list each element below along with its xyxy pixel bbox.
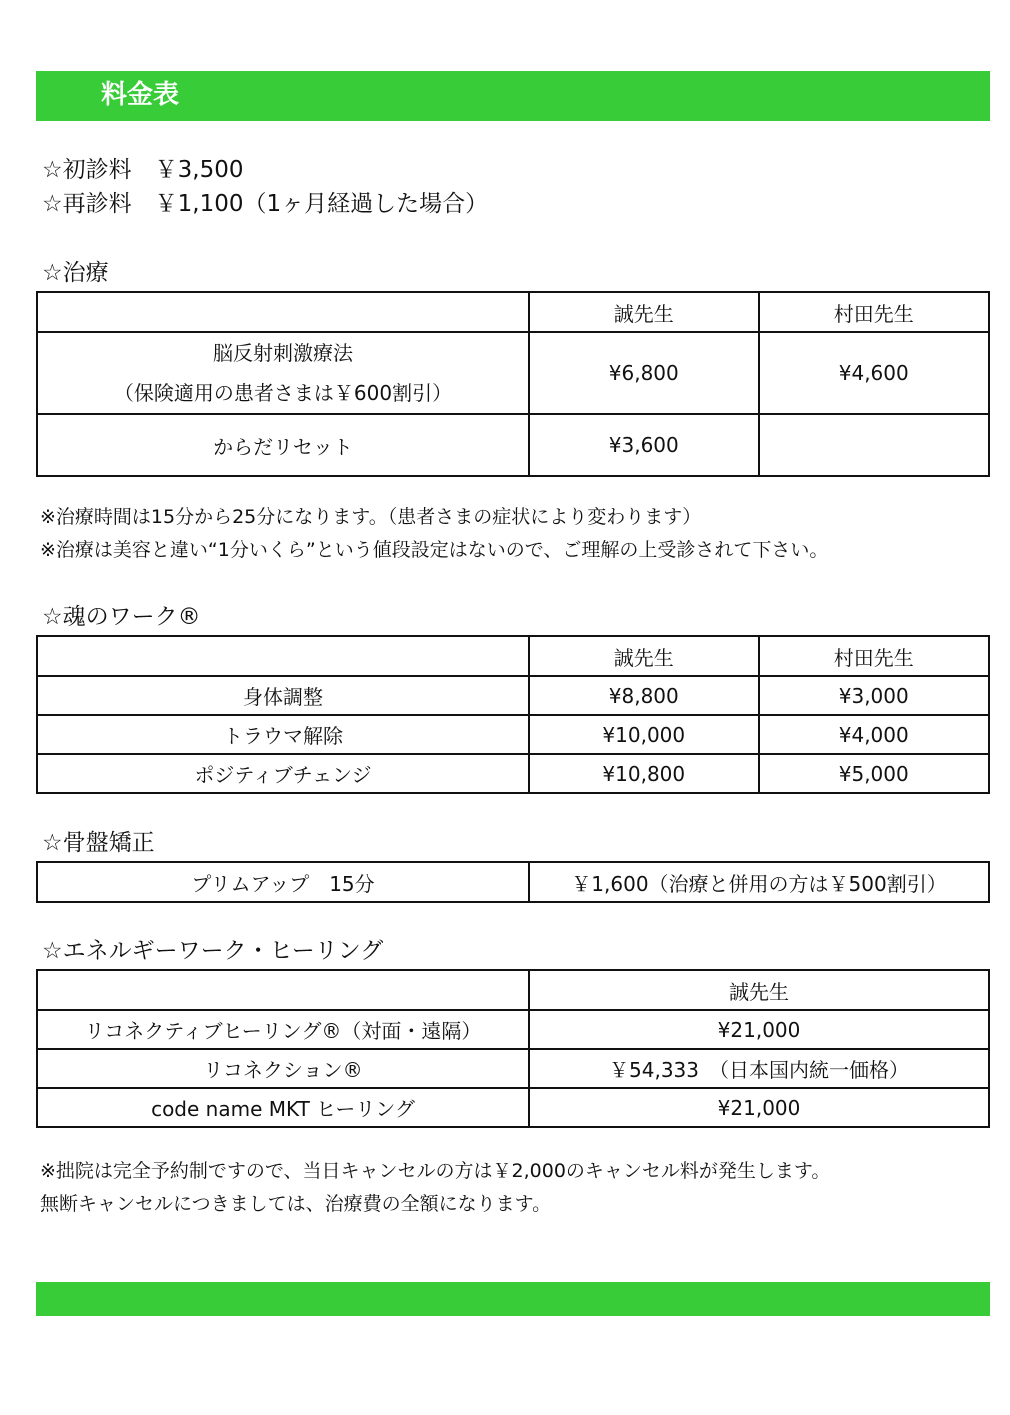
price-murata: ¥4,600 xyxy=(759,332,990,414)
service-name: リコネクティブヒーリング®（対面・遠隔） xyxy=(37,1010,529,1049)
price-makoto: ¥10,800 xyxy=(529,754,758,793)
page-title: 料金表 xyxy=(101,80,180,110)
service-name: リコネクション® xyxy=(37,1049,529,1088)
pelvis-table xyxy=(36,861,990,903)
header-cell-makoto: 誠先生 xyxy=(529,292,758,332)
price-makoto: ¥6,800 xyxy=(529,332,758,414)
table-row xyxy=(37,1088,989,1127)
service-price: ￥1,600（治療と併用の方は￥500割引） xyxy=(529,862,989,902)
revisit-fee: ☆再診料 ￥1,100（1ヶ月経過した場合） xyxy=(42,191,489,217)
service-name: プリムアップ 15分 xyxy=(37,862,529,902)
header-cell-blank xyxy=(37,292,529,332)
header-cell-makoto: 誠先生 xyxy=(529,970,989,1010)
table-row xyxy=(37,754,989,793)
treatment-note: ※治療は美容と違い“1分いくら”という値段設定はないので、ご理解の上受診されて下さい。 xyxy=(40,539,829,561)
soul-work-heading: ☆魂のワーク® xyxy=(42,604,201,630)
treatment-name: からだリセット xyxy=(37,414,529,476)
pelvis-heading: ☆骨盤矯正 xyxy=(42,830,155,856)
table-row xyxy=(37,332,989,414)
treatment-name-cell xyxy=(37,332,529,414)
treatment-subnote: （保険適用の患者さまは￥600割引） xyxy=(113,381,453,405)
treatment-name: 脳反射刺激療法 xyxy=(213,341,354,365)
soul-work-table xyxy=(36,635,990,794)
service-name: トラウマ解除 xyxy=(37,715,529,754)
price-murata: ¥3,000 xyxy=(759,676,990,715)
footer-bar xyxy=(36,1282,990,1316)
initial-fee: ☆初診料 ￥3,500 xyxy=(42,157,244,183)
service-price: ¥21,000 xyxy=(529,1088,989,1127)
table-header-row xyxy=(37,636,989,676)
table-row xyxy=(37,862,989,902)
service-name: code name MKT ヒーリング xyxy=(37,1088,529,1127)
table-header-row xyxy=(37,292,989,332)
header-cell-blank xyxy=(37,636,529,676)
service-price: ¥21,000 xyxy=(529,1010,989,1049)
service-name: 身体調整 xyxy=(37,676,529,715)
header-cell-makoto: 誠先生 xyxy=(529,636,758,676)
service-price: ￥54,333 （日本国内統一価格） xyxy=(529,1049,989,1088)
header-cell-murata: 村田先生 xyxy=(759,636,990,676)
table-row xyxy=(37,676,989,715)
header-cell-murata: 村田先生 xyxy=(759,292,990,332)
header-bar xyxy=(36,71,990,121)
table-header-row xyxy=(37,970,989,1010)
price-makoto: ¥8,800 xyxy=(529,676,758,715)
table-row xyxy=(37,1010,989,1049)
price-murata: ¥4,000 xyxy=(759,715,990,754)
price-murata xyxy=(759,414,990,476)
treatment-heading: ☆治療 xyxy=(42,260,109,286)
service-name: ポジティブチェンジ xyxy=(37,754,529,793)
energy-work-table xyxy=(36,969,990,1128)
table-row xyxy=(37,1049,989,1088)
header-cell-blank xyxy=(37,970,529,1010)
price-makoto: ¥10,000 xyxy=(529,715,758,754)
table-row xyxy=(37,414,989,476)
treatment-note: ※治療時間は15分から25分になります。（患者さまの症状により変わります） xyxy=(40,506,702,528)
table-row xyxy=(37,715,989,754)
treatment-table xyxy=(36,291,990,477)
price-makoto: ¥3,600 xyxy=(529,414,758,476)
cancel-policy-note: ※拙院は完全予約制ですので、当日キャンセルの方は￥2,000のキャンセル料が発生します。 xyxy=(40,1160,831,1182)
price-murata: ¥5,000 xyxy=(759,754,990,793)
cancel-policy-note: 無断キャンセルにつきましては、治療費の全額になります。 xyxy=(40,1193,552,1215)
energy-work-heading: ☆エネルギーワーク・ヒーリング xyxy=(42,938,384,964)
